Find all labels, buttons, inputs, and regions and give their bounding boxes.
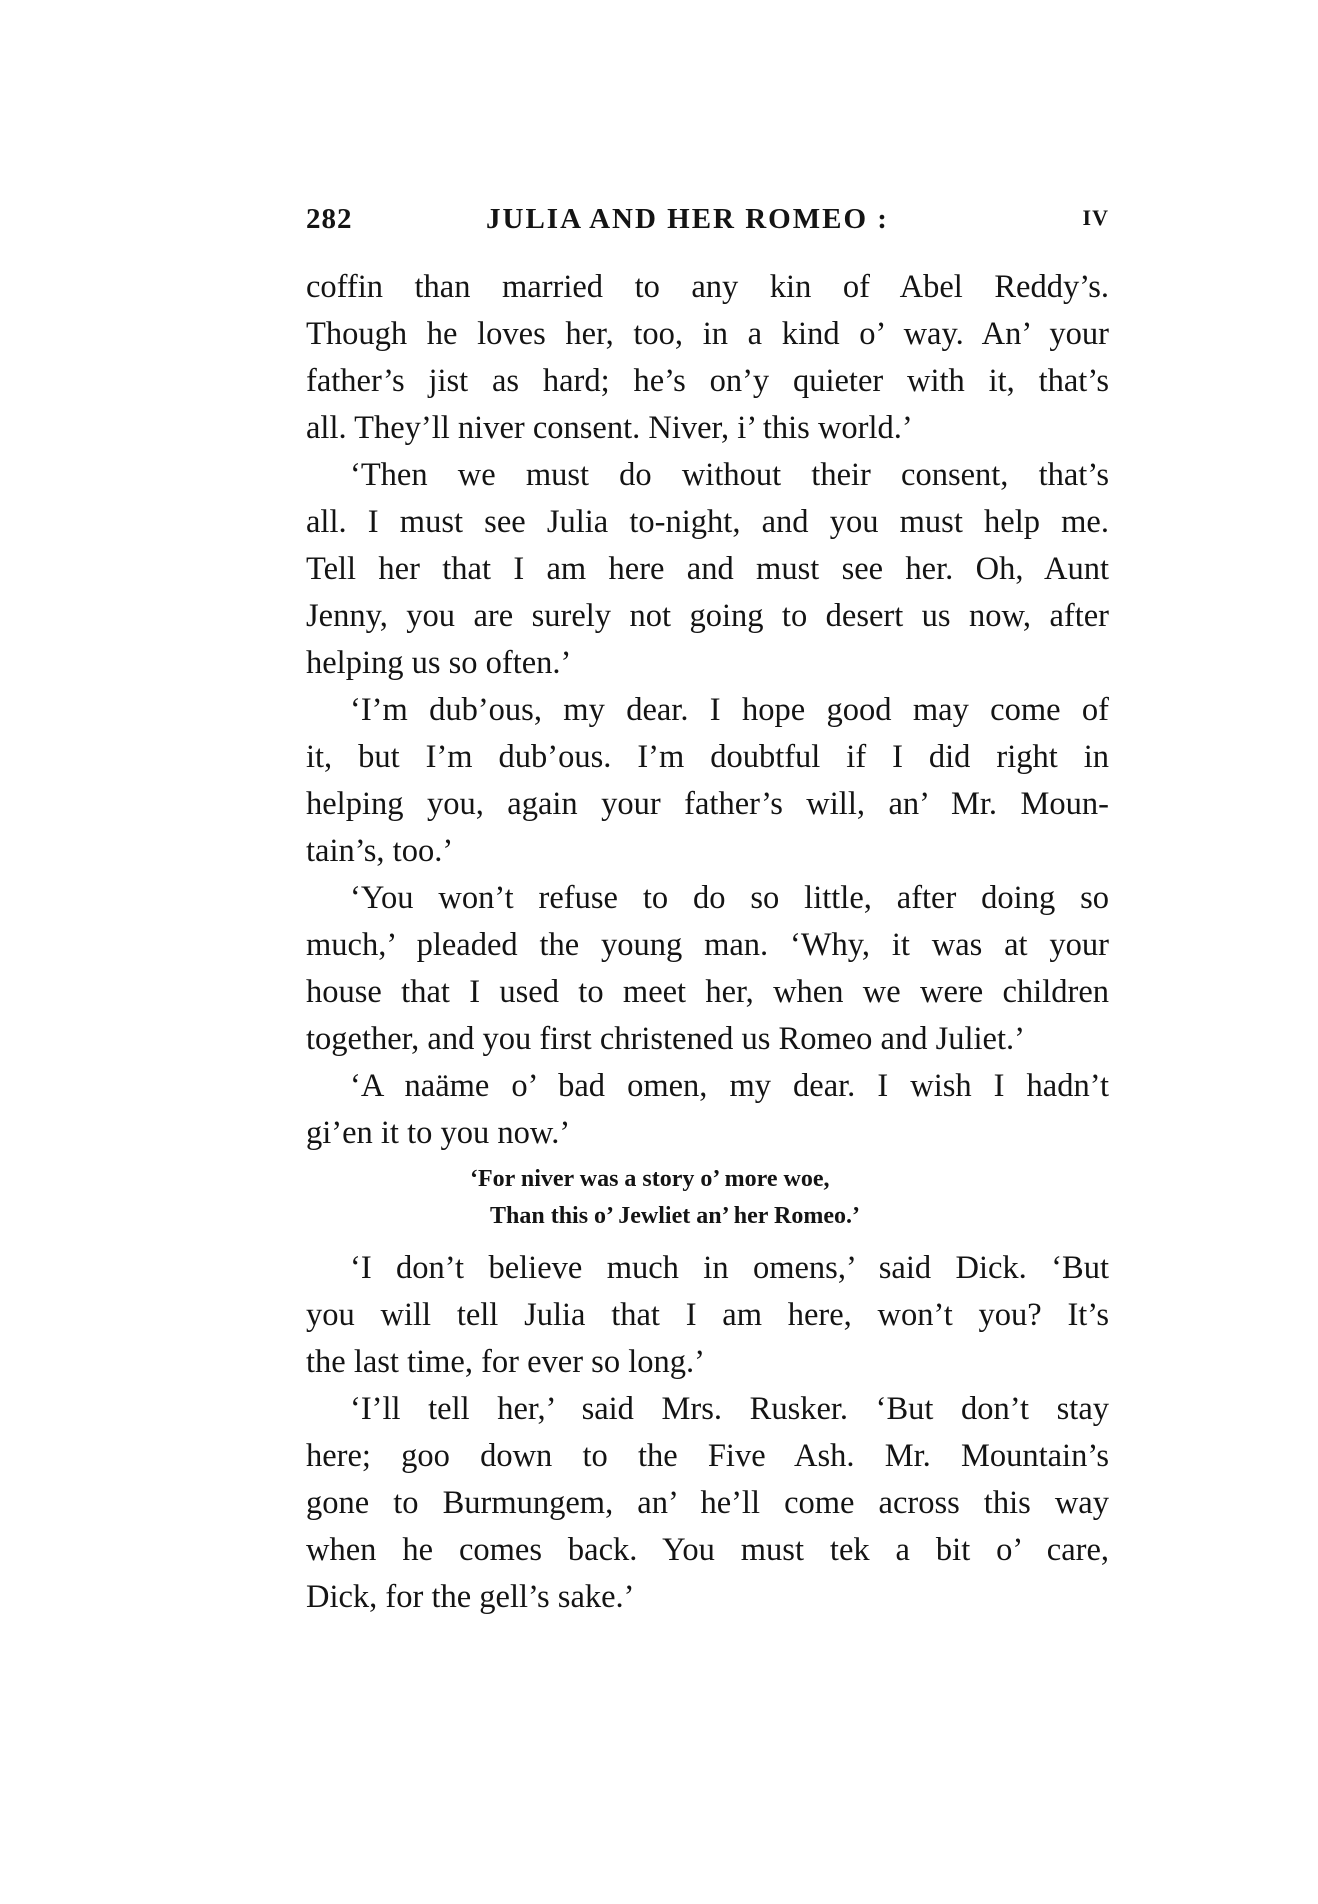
text-line: coffin than married to any kin of Abel Reddy’s. bbox=[306, 269, 1109, 305]
text-line: all. I must see Julia to-night, and you must help me. bbox=[306, 504, 1109, 540]
text-line: ‘A naäme o’ bad omen, my dear. I wish I hadn’t bbox=[350, 1068, 1109, 1104]
text-line: together, and you first christened us Romeo and Juliet.’ bbox=[306, 1021, 1025, 1057]
text-line: ‘Then we must do without their consent, that’s bbox=[350, 457, 1109, 493]
text-line: ‘I’m dub’ous, my dear. I hope good may come of bbox=[350, 692, 1109, 728]
text-line: when he comes back. You must tek a bit o’ care, bbox=[306, 1532, 1109, 1568]
text-line: much,’ pleaded the young man. ‘Why, it was at your bbox=[306, 927, 1109, 963]
running-title: JULIA AND HER ROMEO : bbox=[486, 203, 889, 235]
text-line: the last time, for ever so long.’ bbox=[306, 1344, 705, 1380]
text-line: Though he loves her, too, in a kind o’ way. An’ your bbox=[306, 316, 1109, 352]
text-line: Dick, for the gell’s sake.’ bbox=[306, 1579, 635, 1615]
text-line: all. They’ll niver consent. Niver, i’ this world.’ bbox=[306, 410, 913, 446]
verse-line: ‘For niver was a story o’ more woe, bbox=[470, 1166, 830, 1192]
text-line: Tell her that I am here and must see her. Oh, Aunt bbox=[306, 551, 1109, 587]
body-text bbox=[306, 264, 1109, 1621]
chapter-number: IV bbox=[1082, 205, 1109, 230]
verse-quotation bbox=[470, 1161, 1109, 1235]
text-line: ‘I don’t believe much in omens,’ said Dick. ‘But bbox=[350, 1250, 1109, 1286]
page-number: 282 bbox=[306, 203, 353, 235]
text-line: you will tell Julia that I am here, won’t you? It’s bbox=[306, 1297, 1109, 1333]
text-line: here; goo down to the Five Ash. Mr. Mountain’s bbox=[306, 1438, 1109, 1474]
text-line: house that I used to meet her, when we were children bbox=[306, 974, 1109, 1010]
text-line: Jenny, you are surely not going to desert us now, after bbox=[306, 598, 1109, 634]
text-line: ‘You won’t refuse to do so little, after doing so bbox=[350, 880, 1109, 916]
text-line: gone to Burmungem, an’ he’ll come across this way bbox=[306, 1485, 1109, 1521]
text-line: helping you, again your father’s will, an’ Mr. Moun- bbox=[306, 786, 1109, 822]
text-line: ‘I’ll tell her,’ said Mrs. Rusker. ‘But don’t stay bbox=[350, 1391, 1109, 1427]
text-line: father’s jist as hard; he’s on’y quieter with it, that’s bbox=[306, 363, 1109, 399]
verse-line: Than this o’ Jewliet an’ her Romeo.’ bbox=[490, 1203, 860, 1229]
text-line: gi’en it to you now.’ bbox=[306, 1115, 571, 1151]
running-head bbox=[306, 203, 1109, 243]
text-line: it, but I’m dub’ous. I’m doubtful if I did right in bbox=[306, 739, 1109, 775]
text-line: helping us so often.’ bbox=[306, 645, 572, 681]
text-line: tain’s, too.’ bbox=[306, 833, 454, 869]
